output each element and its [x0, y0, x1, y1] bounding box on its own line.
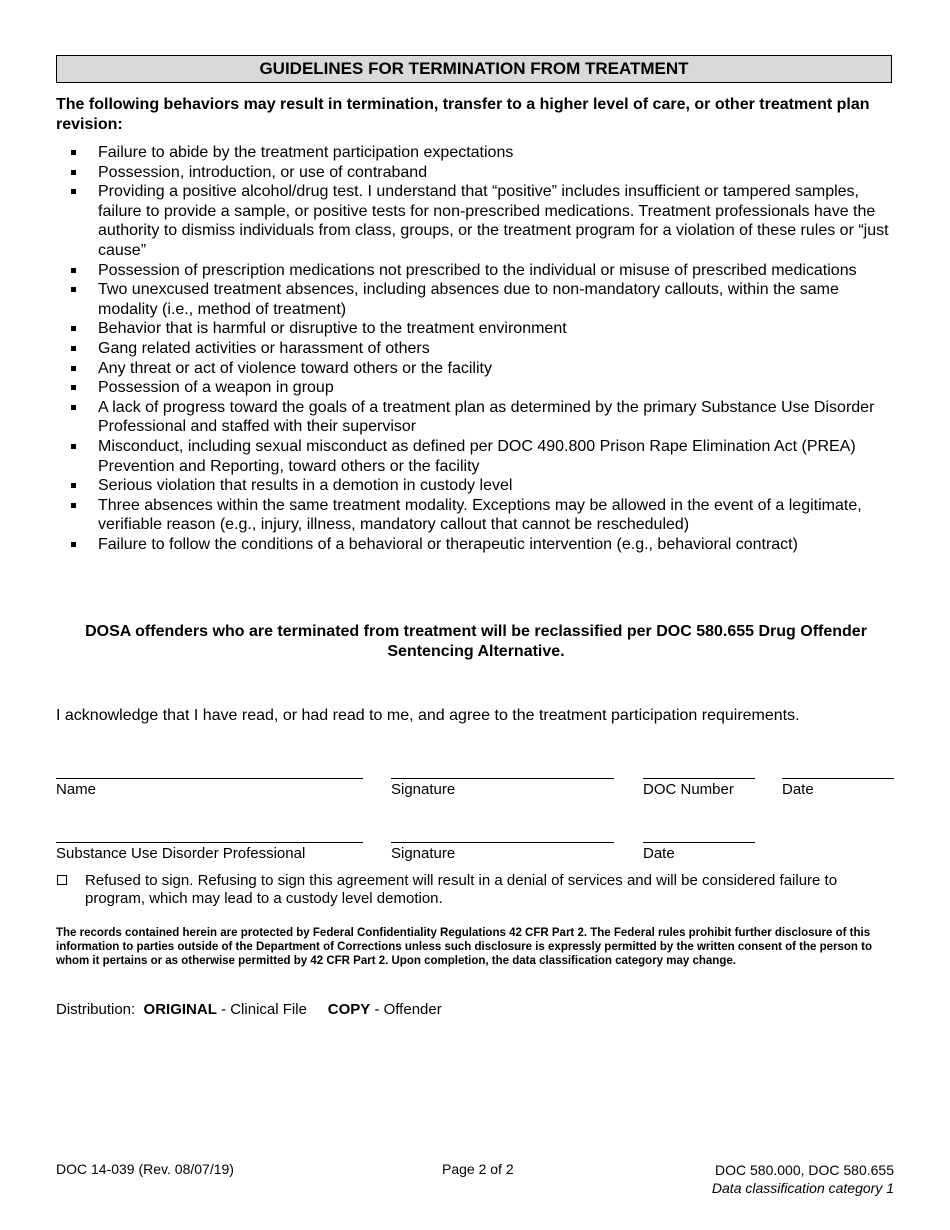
list-item: Three absences within the same treatment modality. Exceptions may be allowed in the event of a legitimate, verifiable reason (e.g., injury, illness, mandatory callout that cannot be rescheduled): [56, 496, 896, 535]
list-item: Two unexcused treatment absences, including absences due to non-mandatory callouts, within the same modality (i.e., method of treatment): [56, 280, 896, 319]
acknowledgement-text: I acknowledge that I have read, or had read to me, and agree to the treatment participation requirements.: [56, 707, 800, 724]
name-label: Name: [56, 781, 97, 798]
date-label: Date: [782, 781, 814, 798]
confidentiality-notice: The records contained herein are protected by Federal Confidentiality Regulations 42 CFR Part 2. The Federal rules prohibit further disclosure of this information to parties outside of the Department of Corrections unless such disclosure is expressly permitted by the written consent of the person to whom it pertains or as otherwise permitted by 42 CFR Part 2. Upon completion, the data classification category may change.: [56, 927, 873, 967]
dosa-notice: DOSA offenders who are terminated from treatment will be reclassified per DOC 580.655 Drug Offender Sentencing Alternative.: [85, 623, 867, 660]
doc-number-field[interactable]: [643, 778, 755, 798]
professional-field[interactable]: [56, 842, 363, 862]
doc-number-label: DOC Number: [643, 781, 734, 798]
list-item: A lack of progress toward the goals of a treatment plan as determined by the primary Substance Use Disorder Professional and staffed with their supervisor: [56, 398, 896, 437]
date-field[interactable]: [782, 778, 894, 798]
list-item: Possession of a weapon in group: [56, 378, 896, 398]
refused-checkbox[interactable]: [57, 875, 67, 885]
professional-date-field[interactable]: [643, 842, 755, 862]
list-item: Any threat or act of violence toward others or the facility: [56, 359, 896, 379]
distribution-original: ORIGINAL: [143, 1001, 217, 1018]
footer-policy: [712, 1161, 894, 1197]
professional-signature-label: Signature: [391, 845, 456, 862]
list-item: Possession, introduction, or use of contraband: [56, 163, 896, 183]
data-classification: Data classification category 1: [711, 1180, 894, 1196]
distribution-label: Distribution:: [56, 1001, 136, 1018]
list-item: Failure to abide by the treatment participation expectations: [56, 143, 896, 163]
professional-label: Substance Use Disorder Professional: [56, 845, 306, 862]
page-title: GUIDELINES FOR TERMINATION FROM TREATMENT: [56, 55, 892, 83]
policy-numbers: DOC 580.000, DOC 580.655: [715, 1162, 894, 1178]
list-item: Providing a positive alcohol/drug test. I understand that “positive” includes insufficient or tampered samples, failure to provide a sample, or positive tests for non-prescribed medications. Treatment professionals have the authority to dismiss individuals from class, groups, or the treatment program for a violation of these rules or “just cause”: [56, 182, 896, 260]
distribution-copy-dest: - Offender: [374, 1001, 442, 1018]
form-number: DOC 14-039 (Rev. 08/07/19): [56, 1161, 234, 1177]
distribution-original-dest: - Clinical File: [221, 1001, 307, 1018]
refused-text: Refused to sign. Refusing to sign this agreement will result in a denial of services and will be considered failure to program, which may lead to a custody level demotion.: [85, 872, 838, 907]
name-field[interactable]: [56, 778, 363, 798]
rules-list: [56, 143, 896, 554]
signature-label: Signature: [391, 781, 456, 798]
list-item: Serious violation that results in a demotion in custody level: [56, 476, 896, 496]
list-item: Possession of prescription medications not prescribed to the individual or misuse of prescribed medications: [56, 261, 896, 281]
refused-to-sign: [56, 872, 886, 908]
intro-text: The following behaviors may result in termination, transfer to a higher level of care, or other treatment plan revision:: [56, 96, 870, 133]
signature-field[interactable]: [391, 778, 614, 798]
list-item: Behavior that is harmful or disruptive to the treatment environment: [56, 319, 896, 339]
list-item: Failure to follow the conditions of a behavioral or therapeutic intervention (e.g., behavioral contract): [56, 535, 896, 555]
distribution-copy: COPY: [327, 1001, 371, 1018]
professional-signature-field[interactable]: [391, 842, 614, 862]
page-number: Page 2 of 2: [442, 1161, 514, 1177]
list-item: Gang related activities or harassment of others: [56, 339, 896, 359]
list-item: Misconduct, including sexual misconduct as defined per DOC 490.800 Prison Rape Elimination Act (PREA) Prevention and Reporting, toward others or the facility: [56, 437, 896, 476]
distribution: [56, 1001, 442, 1018]
professional-date-label: Date: [643, 845, 675, 862]
